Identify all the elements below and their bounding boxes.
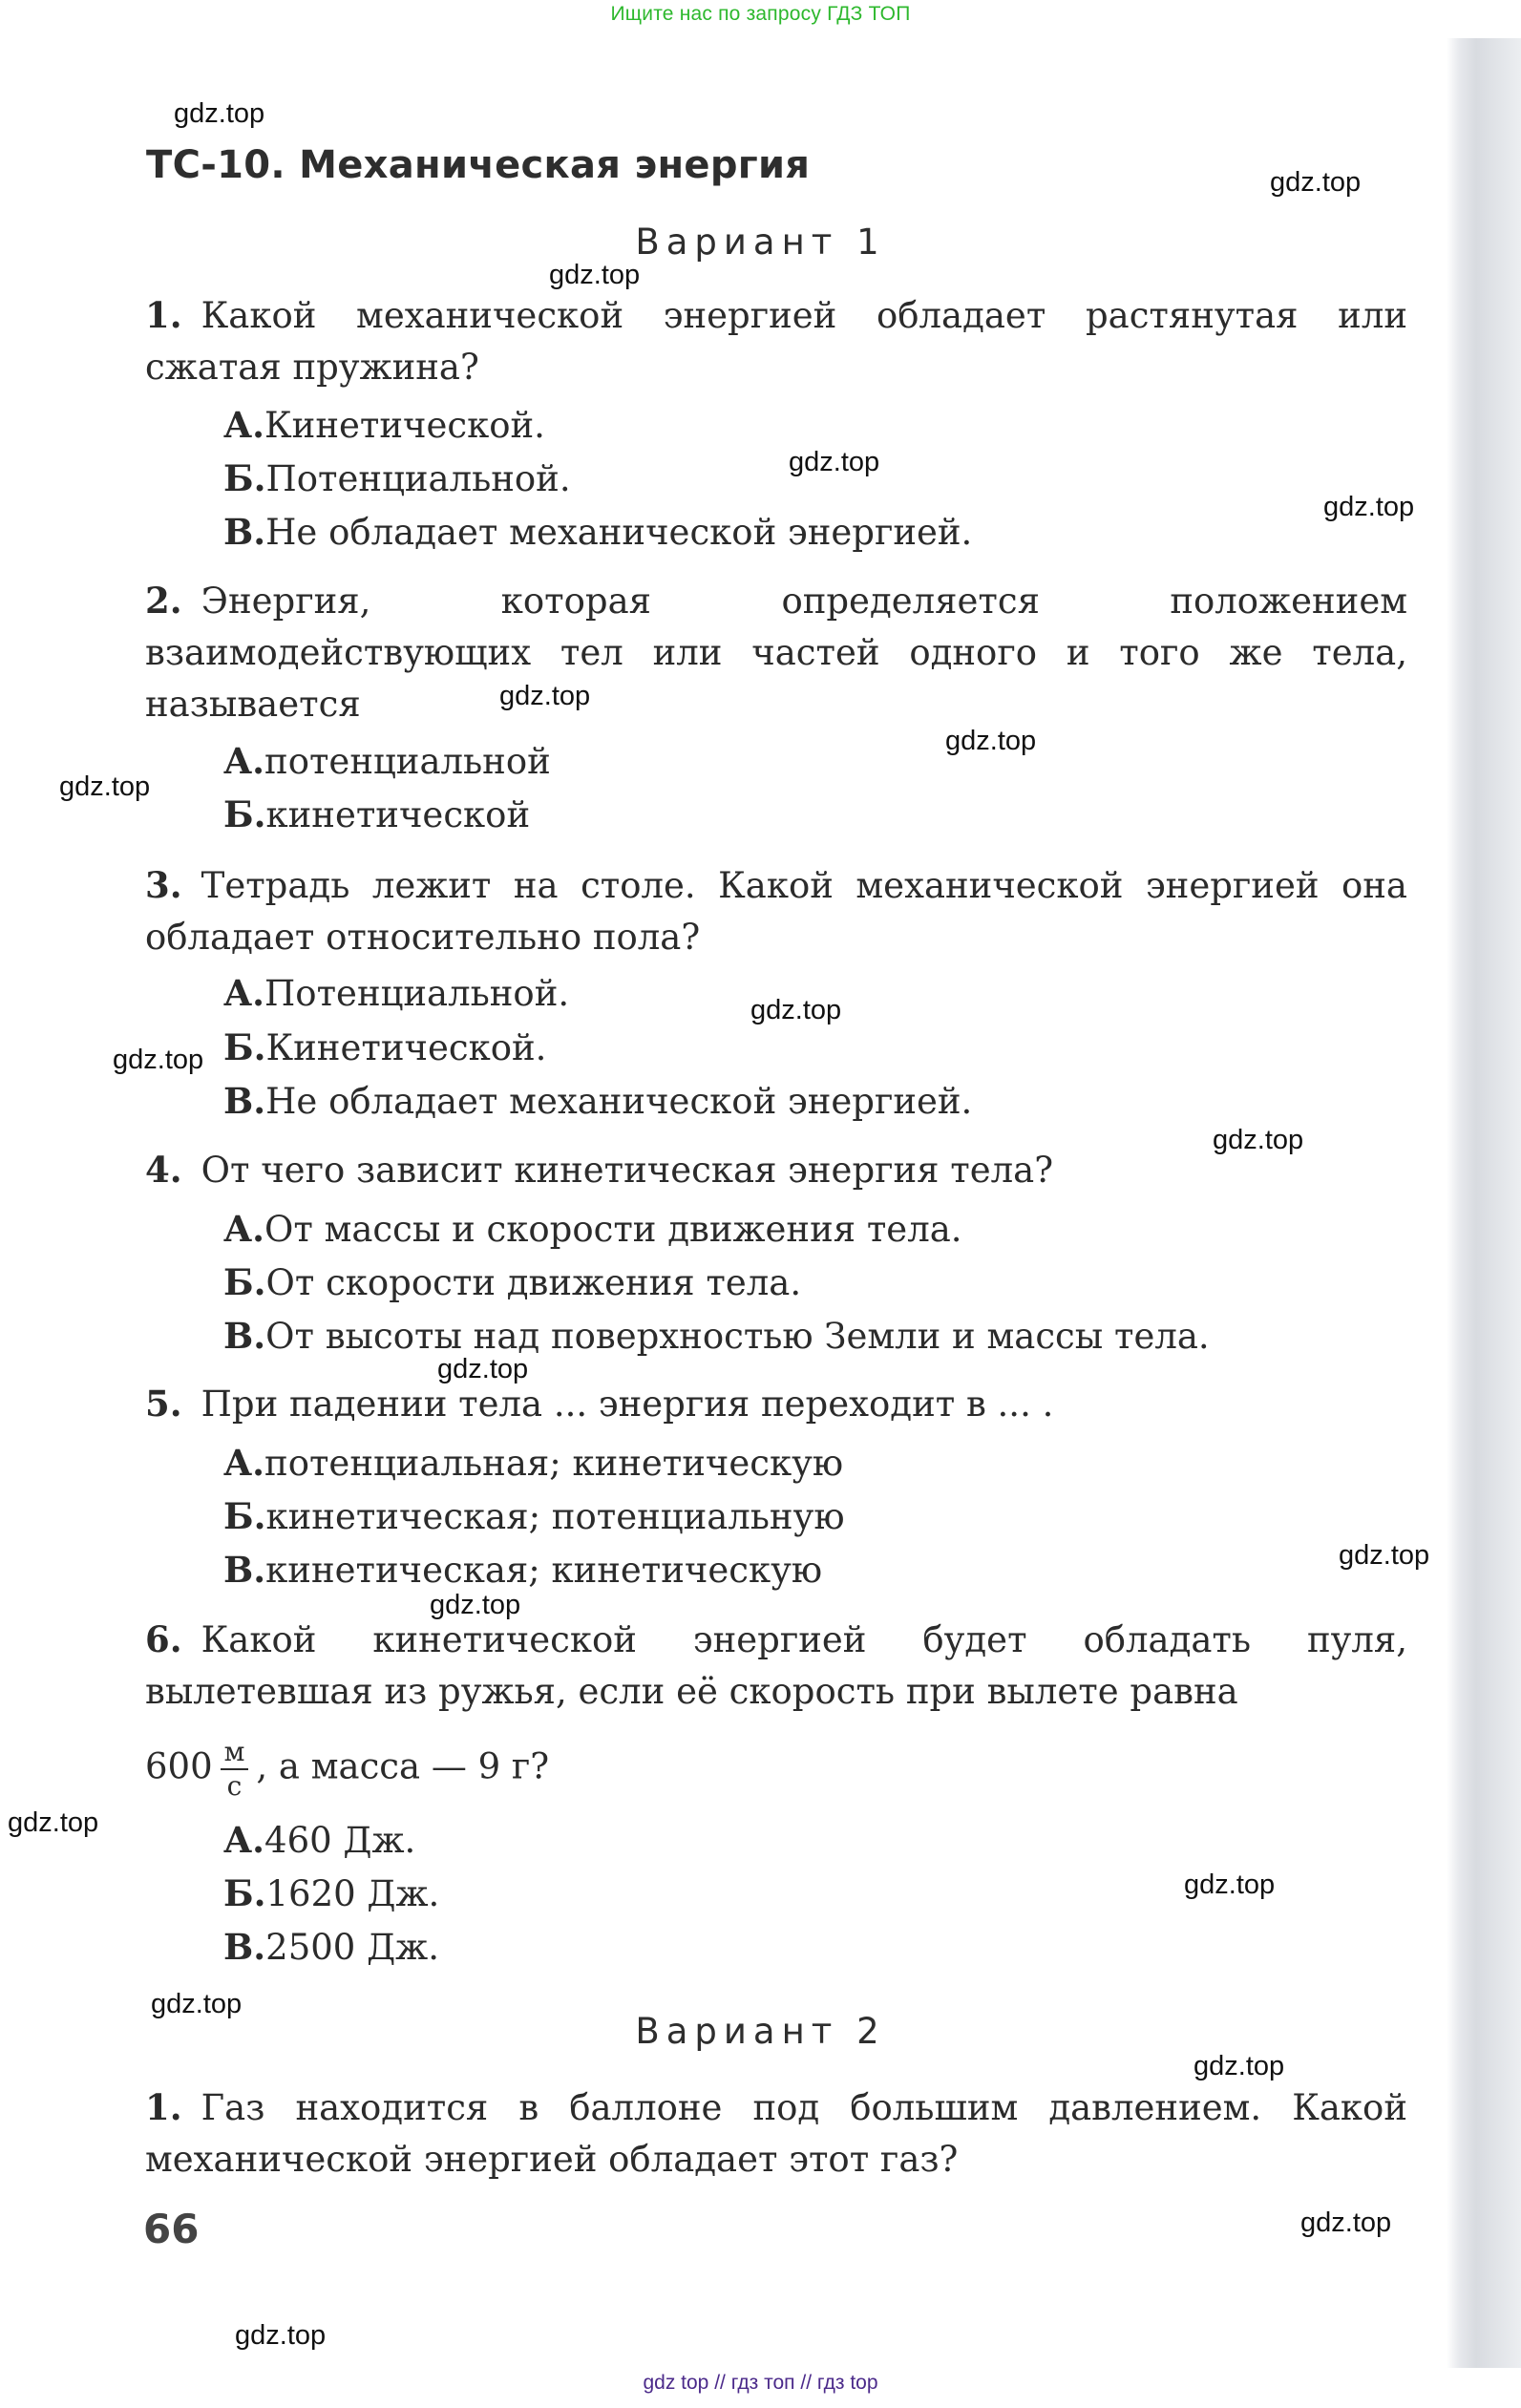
option-5a <box>223 1437 843 1489</box>
question-3 <box>145 859 1407 963</box>
watermark: gdz.top <box>151 1989 243 2019</box>
question-text-after: , а масса — 9 г? <box>256 1745 550 1787</box>
watermark: gdz.top <box>1270 167 1362 198</box>
watermark: gdz.top <box>1300 2207 1392 2238</box>
question-number: 4. <box>145 1149 182 1191</box>
option-text: Не обладает механической энергией. <box>265 512 973 553</box>
watermark: gdz.top <box>8 1807 99 1838</box>
variant-2-question-1 <box>145 2081 1407 2186</box>
question-text: От чего зависит кинетическая энергия тела? <box>201 1150 1054 1191</box>
watermark: gdz.top <box>430 1590 521 1620</box>
watermark: gdz.top <box>174 98 265 129</box>
option-2a <box>223 735 551 788</box>
option-letter: В. <box>223 511 266 553</box>
bottom-banner[interactable]: gdz top // гдз топ // гдз top <box>643 2372 878 2394</box>
option-letter: В. <box>223 1080 266 1122</box>
watermark: gdz.top <box>945 726 1037 756</box>
velocity-unit-fraction <box>221 1736 249 1803</box>
option-3a <box>223 967 569 1020</box>
watermark: gdz.top <box>113 1045 204 1075</box>
question-number: 5. <box>145 1383 182 1425</box>
watermark: gdz.top <box>1323 492 1415 522</box>
option-letter: А. <box>223 1442 265 1484</box>
question-number: 3. <box>145 864 182 906</box>
question-text: Какой кинетической энергией будет обладать пуля, вылетевшая из ружья, если её скорость при вылете равна <box>145 1619 1407 1712</box>
option-text: 1620 Дж. <box>265 1873 440 1914</box>
option-text: От скорости движения тела. <box>265 1262 802 1303</box>
option-letter: Б. <box>223 457 266 499</box>
question-number: 2. <box>145 580 182 622</box>
option-6a <box>223 1814 415 1867</box>
watermark: gdz.top <box>437 1354 529 1384</box>
option-text: потенциальная; кинетическую <box>264 1443 844 1484</box>
question-number: 6. <box>145 1618 182 1660</box>
option-text: Потенциальной. <box>264 973 570 1014</box>
watermark: gdz.top <box>1194 2051 1285 2081</box>
question-1 <box>145 289 1407 393</box>
option-letter: Б. <box>223 1261 266 1303</box>
option-letter: А. <box>223 972 265 1014</box>
option-letter: Б. <box>223 1026 266 1068</box>
unit-numerator: м <box>221 1736 249 1770</box>
option-1c <box>223 506 972 559</box>
option-text: Кинетической. <box>265 1027 547 1068</box>
option-5c <box>223 1544 822 1596</box>
option-text: Кинетической. <box>264 405 545 446</box>
option-3c <box>223 1075 972 1128</box>
option-letter: Б. <box>223 793 266 835</box>
watermark: gdz.top <box>750 995 842 1025</box>
option-letter: Б. <box>223 1872 266 1914</box>
question-5 <box>145 1378 1407 1430</box>
watermark: gdz.top <box>1184 1869 1276 1900</box>
question-text: Энергия, которая определяется положением взаимодействующих тел или частей одного и того же тела, называется <box>145 581 1407 725</box>
option-letter: В. <box>223 1926 266 1968</box>
page-title: ТС-10. Механическая энергия <box>146 143 811 187</box>
watermark: gdz.top <box>549 260 641 290</box>
question-6 <box>145 1614 1407 1718</box>
option-2b <box>223 789 530 841</box>
option-4b <box>223 1257 801 1309</box>
option-1a <box>223 399 545 452</box>
variant-1-heading: Вариант 1 <box>635 222 886 263</box>
top-banner[interactable]: Ищите нас по запросу ГДЗ ТОП <box>610 3 911 25</box>
option-text: 460 Дж. <box>264 1820 416 1861</box>
option-4a <box>223 1203 962 1256</box>
question-text: Тетрадь лежит на столе. Какой механической энергией она обладает относительно пола? <box>145 865 1407 958</box>
velocity-value: 600 <box>145 1745 213 1787</box>
variant-2-heading: Вариант 2 <box>635 2011 886 2052</box>
question-number: 1. <box>145 2086 182 2128</box>
question-2 <box>145 575 1407 730</box>
option-text: Не обладает механической энергией. <box>265 1081 973 1122</box>
option-text: Потенциальной. <box>265 458 571 499</box>
watermark: gdz.top <box>59 771 151 802</box>
watermark: gdz.top <box>235 2320 327 2351</box>
option-text: От массы и скорости движения тела. <box>264 1209 962 1250</box>
question-6-formula <box>145 1736 1407 1803</box>
option-letter: В. <box>223 1315 266 1357</box>
watermark: gdz.top <box>1213 1125 1304 1155</box>
option-letter: А. <box>223 1208 265 1250</box>
option-text: кинетическая; потенциальную <box>265 1496 845 1537</box>
option-letter: В. <box>223 1549 266 1591</box>
option-text: кинетической <box>265 794 531 835</box>
option-6b <box>223 1868 439 1920</box>
question-number: 1. <box>145 294 182 336</box>
option-letter: А. <box>223 1819 265 1861</box>
option-4c <box>223 1310 1210 1362</box>
unit-denominator: с <box>226 1770 243 1802</box>
option-6c <box>223 1921 439 1974</box>
page-number: 66 <box>143 2206 200 2252</box>
option-letter: Б. <box>223 1495 266 1537</box>
option-text: потенциальной <box>264 741 551 782</box>
option-1b <box>223 453 571 505</box>
question-text: При падении тела ... энергия переходит в ... . <box>201 1384 1054 1425</box>
watermark: gdz.top <box>499 681 591 711</box>
option-text: От высоты над поверхностью Земли и массы тела. <box>265 1316 1210 1357</box>
watermark: gdz.top <box>789 447 880 477</box>
option-5b <box>223 1490 845 1543</box>
option-letter: А. <box>223 740 265 782</box>
option-text: 2500 Дж. <box>265 1927 439 1968</box>
option-3b <box>223 1022 546 1074</box>
question-text: Газ находится в баллоне под большим давлением. Какой механической энергией обладает этот газ? <box>145 2087 1407 2180</box>
watermark: gdz.top <box>1339 1540 1430 1571</box>
option-letter: А. <box>223 404 265 446</box>
question-text: Какой механической энергией обладает растянутая или сжатая пружина? <box>145 295 1407 388</box>
option-text: кинетическая; кинетическую <box>265 1550 823 1591</box>
